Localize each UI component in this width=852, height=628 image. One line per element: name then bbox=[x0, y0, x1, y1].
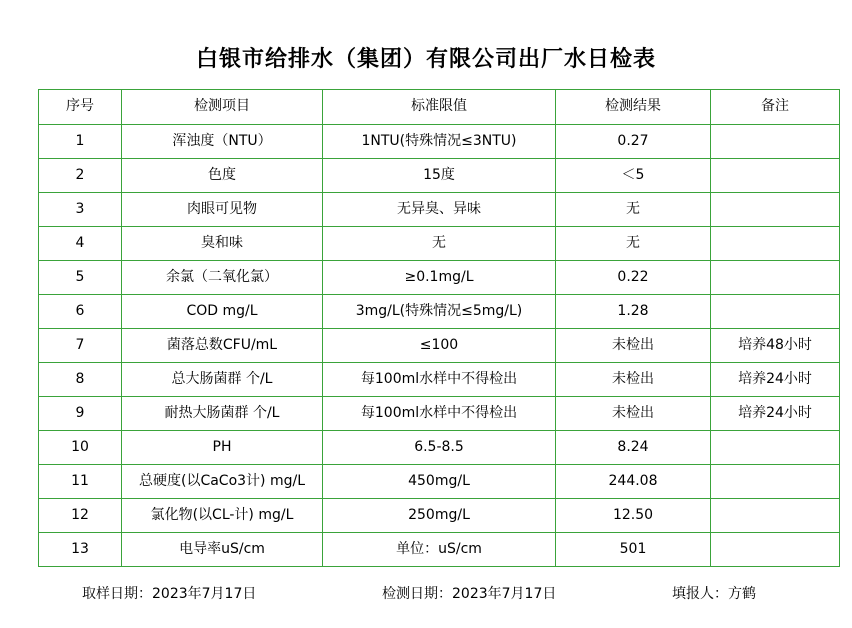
cell-limit: ≥0.1mg/L bbox=[323, 261, 556, 295]
document-footer bbox=[0, 567, 852, 603]
table-header bbox=[39, 90, 840, 125]
table-row bbox=[39, 295, 840, 329]
cell-limit: 6.5-8.5 bbox=[323, 431, 556, 465]
cell-no: 1 bbox=[39, 125, 122, 159]
cell-item: 氯化物(以CL-计) mg/L bbox=[122, 499, 323, 533]
cell-no: 13 bbox=[39, 533, 122, 567]
cell-item: 耐热大肠菌群 个/L bbox=[122, 397, 323, 431]
table-row bbox=[39, 465, 840, 499]
cell-remark bbox=[711, 125, 840, 159]
cell-result: 0.27 bbox=[556, 125, 711, 159]
cell-remark bbox=[711, 533, 840, 567]
column-header-no: 序号 bbox=[39, 90, 122, 125]
cell-no: 3 bbox=[39, 193, 122, 227]
cell-no: 7 bbox=[39, 329, 122, 363]
cell-no: 10 bbox=[39, 431, 122, 465]
column-header-remark: 备注 bbox=[711, 90, 840, 125]
cell-item: 余氯（二氧化氯） bbox=[122, 261, 323, 295]
cell-remark bbox=[711, 499, 840, 533]
cell-no: 12 bbox=[39, 499, 122, 533]
cell-item: 菌落总数CFU/mL bbox=[122, 329, 323, 363]
cell-limit: 15度 bbox=[323, 159, 556, 193]
table-row bbox=[39, 431, 840, 465]
cell-limit: 250mg/L bbox=[323, 499, 556, 533]
cell-no: 9 bbox=[39, 397, 122, 431]
table-row bbox=[39, 159, 840, 193]
filler-name: 填报人：方鹤 bbox=[672, 586, 756, 602]
table-header-row bbox=[39, 90, 840, 125]
column-header-limit: 标准限值 bbox=[323, 90, 556, 125]
cell-item: 电导率uS/cm bbox=[122, 533, 323, 567]
table-row bbox=[39, 533, 840, 567]
cell-limit: 450mg/L bbox=[323, 465, 556, 499]
cell-remark bbox=[711, 295, 840, 329]
cell-limit: 每100ml水样中不得检出 bbox=[323, 397, 556, 431]
cell-item: 臭和味 bbox=[122, 227, 323, 261]
table-body bbox=[39, 125, 840, 567]
table-row bbox=[39, 227, 840, 261]
cell-no: 8 bbox=[39, 363, 122, 397]
cell-limit: 1NTU(特殊情况≤3NTU) bbox=[323, 125, 556, 159]
cell-remark bbox=[711, 227, 840, 261]
cell-limit: 无异臭、异味 bbox=[323, 193, 556, 227]
table-row bbox=[39, 125, 840, 159]
table-row bbox=[39, 499, 840, 533]
cell-remark bbox=[711, 159, 840, 193]
cell-remark bbox=[711, 431, 840, 465]
cell-result: 未检出 bbox=[556, 363, 711, 397]
cell-remark: 培养48小时 bbox=[711, 329, 840, 363]
cell-result: 无 bbox=[556, 227, 711, 261]
cell-remark bbox=[711, 261, 840, 295]
water-quality-table bbox=[38, 89, 840, 567]
cell-remark bbox=[711, 465, 840, 499]
cell-limit: 单位：uS/cm bbox=[323, 533, 556, 567]
cell-no: 5 bbox=[39, 261, 122, 295]
cell-result: 12.50 bbox=[556, 499, 711, 533]
cell-result: 8.24 bbox=[556, 431, 711, 465]
cell-result: ＜5 bbox=[556, 159, 711, 193]
cell-limit: 无 bbox=[323, 227, 556, 261]
cell-remark: 培养24小时 bbox=[711, 363, 840, 397]
cell-no: 6 bbox=[39, 295, 122, 329]
cell-result: 0.22 bbox=[556, 261, 711, 295]
sample-date: 取样日期：2023年7月17日 bbox=[82, 586, 257, 602]
column-header-item: 检测项目 bbox=[122, 90, 323, 125]
cell-item: 总硬度(以CaCo3计) mg/L bbox=[122, 465, 323, 499]
cell-result: 未检出 bbox=[556, 397, 711, 431]
cell-result: 244.08 bbox=[556, 465, 711, 499]
test-date: 检测日期：2023年7月17日 bbox=[382, 586, 557, 602]
report-table-container bbox=[0, 89, 852, 567]
table-row bbox=[39, 397, 840, 431]
table-row bbox=[39, 363, 840, 397]
cell-item: COD mg/L bbox=[122, 295, 323, 329]
column-header-result: 检测结果 bbox=[556, 90, 711, 125]
cell-no: 11 bbox=[39, 465, 122, 499]
cell-limit: 每100ml水样中不得检出 bbox=[323, 363, 556, 397]
cell-remark bbox=[711, 193, 840, 227]
cell-result: 1.28 bbox=[556, 295, 711, 329]
cell-item: 浑浊度（NTU） bbox=[122, 125, 323, 159]
page-title: 白银市给排水（集团）有限公司出厂水日检表 bbox=[195, 47, 656, 72]
cell-result: 无 bbox=[556, 193, 711, 227]
table-row bbox=[39, 329, 840, 363]
cell-no: 2 bbox=[39, 159, 122, 193]
table-row bbox=[39, 261, 840, 295]
cell-item: 总大肠菌群 个/L bbox=[122, 363, 323, 397]
cell-remark: 培养24小时 bbox=[711, 397, 840, 431]
cell-limit: ≤100 bbox=[323, 329, 556, 363]
cell-result: 501 bbox=[556, 533, 711, 567]
cell-item: 色度 bbox=[122, 159, 323, 193]
table-row bbox=[39, 193, 840, 227]
cell-item: 肉眼可见物 bbox=[122, 193, 323, 227]
cell-item: PH bbox=[122, 431, 323, 465]
cell-result: 未检出 bbox=[556, 329, 711, 363]
cell-no: 4 bbox=[39, 227, 122, 261]
cell-limit: 3mg/L(特殊情况≤5mg/L) bbox=[323, 295, 556, 329]
